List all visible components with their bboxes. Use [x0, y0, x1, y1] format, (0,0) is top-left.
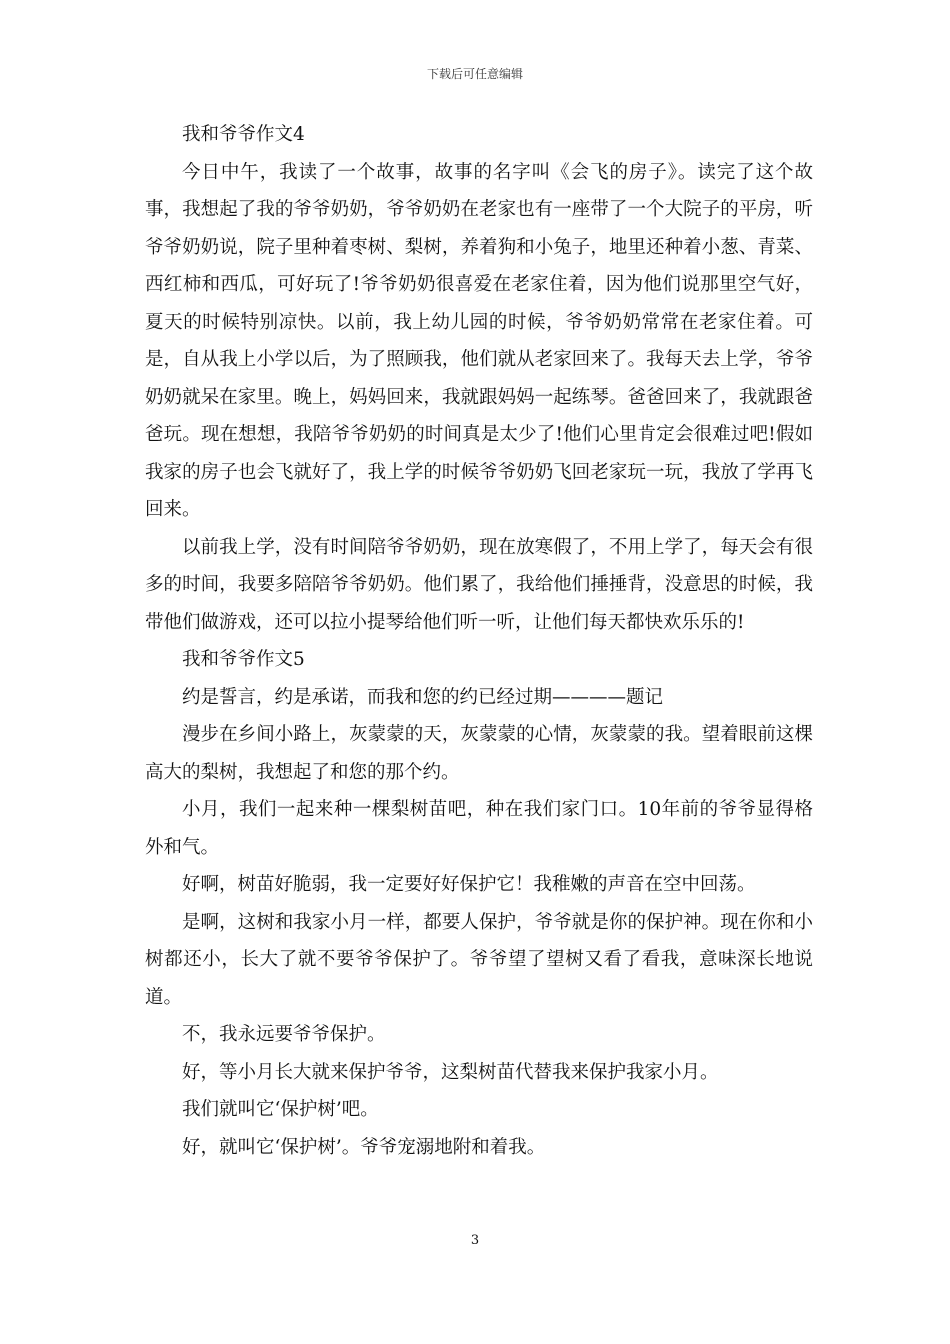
paragraph: 好啊，树苗好脆弱，我一定要好好保护它！我稚嫩的声音在空中回荡。 — [182, 874, 756, 895]
paragraph: 好，就叫它‘保护树’。爷爷宠溺地附和着我。 — [182, 1136, 546, 1158]
paragraph: 漫步在乡间小路上，灰蒙蒙的天，灰蒙蒙的心情，灰蒙蒙的我。望着眼前这棵高大的梨树，我想起了和您的那个约。 — [145, 724, 813, 783]
paragraph: 今日中午，我读了一个故事，故事的名字叫《会飞的房子》。读完了这个故事，我想起了我的爷爷奶奶，爷爷奶奶在老家也有一座带了一个大院子的平房，听爷爷奶奶说，院子里种着枣树、梨树，养着狗和小兔子，地里还种着小葱、青菜、西红柿和西瓜，可好玩了!爷爷奶奶很喜爱在老家住着，因为他们说那里空气好，夏天的时候特别凉快。以前，我上幼儿园的时候，爷爷奶奶常常在老家住着。可是，自从我上小学以后，为了照顾我，他们就从老家回来了。我每天去上学，爷爷奶奶就呆在家里。晚上，妈妈回来，我就跟妈妈一起练琴。爸爸回来了，我就跟爸爸玩。现在想想，我陪爷爷奶奶的时间真是太少了!他们心里肯定会很难过吧!假如我家的房子也会飞就好了，我上学的时候爷爷奶奶飞回老家玩一玩，我放了学再飞回来。 — [145, 161, 813, 520]
epigraph: 约是誓言，约是承诺，而我和您的约已经过期————题记 — [182, 686, 664, 708]
paragraph: 我们就叫它‘保护树’吧。 — [182, 1099, 379, 1120]
document-body — [145, 116, 813, 1166]
essay-5-title: 我和爷爷作文5 — [182, 649, 305, 670]
paragraph: 好，等小月长大就来保护爷爷，这梨树苗代替我来保护我家小月。 — [182, 1061, 719, 1083]
essay-4-title: 我和爷爷作文4 — [182, 124, 305, 145]
page-number: 3 — [470, 1233, 480, 1248]
page-header-note: 下载后可任意编辑 — [426, 67, 523, 81]
paragraph: 以前我上学，没有时间陪爷爷奶奶，现在放寒假了，不用上学了，每天会有很多的时间，我要多陪陪爷爷奶奶。他们累了，我给他们捶捶背，没意思的时候，我带他们做游戏，还可以拉小提琴给他们听一听，让他们每天都快欢乐乐的! — [145, 536, 813, 633]
paragraph: 不，我永远要爷爷保护。 — [182, 1024, 386, 1045]
paragraph: 小月，我们一起来种一棵梨树苗吧，种在我们家门口。10年前的爷爷显得格外和气。 — [145, 799, 813, 858]
paragraph: 是啊，这树和我家小月一样，都要人保护，爷爷就是你的保护神。现在你和小树都还小，长大了就不要爷爷保护了。爷爷望了望树又看了看我，意味深长地说道。 — [145, 911, 813, 1008]
